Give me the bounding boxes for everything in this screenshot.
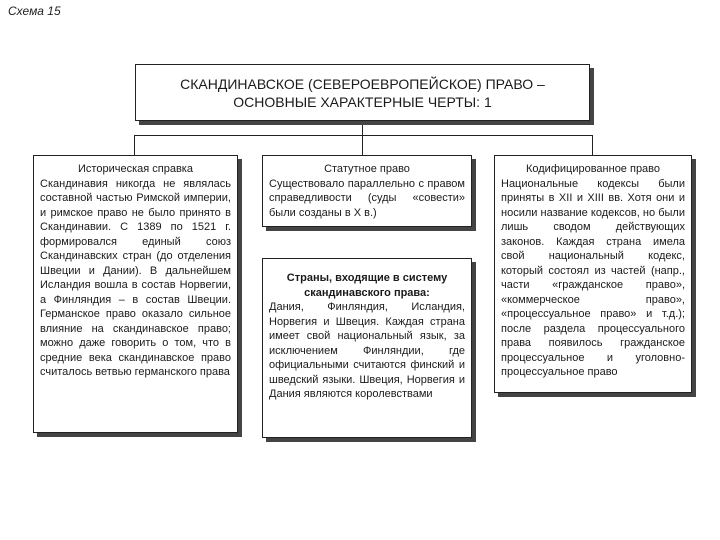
codified-text: Национальные кодексы были приняты в XII и XIII вв. Хотя они и носили название кодексов, но были лишь сводом действующих законов. Каждая страна имела свой национальный кодекс, который состоял из частей (напр., части «гражданское право», «коммерческое право», «процессуальное право» и т.д.); после раздела процессуального права появилось гражданское процессуальное и уголовно-процессуальное право — [501, 177, 685, 378]
title-line-1: СКАНДИНАВСКОЕ (СЕВЕРОЕВРОПЕЙСКОЕ) ПРАВО – — [180, 75, 545, 92]
codified-box — [494, 155, 692, 393]
history-box — [33, 155, 238, 433]
codified-heading: Кодифицированное право — [525, 163, 661, 175]
diagram-title-box — [135, 64, 590, 121]
statute-heading: Статутное право — [324, 163, 410, 175]
countries-heading: Страны, входящие в систему скандинавского права: — [286, 272, 448, 299]
connector-middle — [362, 135, 363, 155]
figure-caption: Схема 15 — [8, 4, 61, 18]
countries-text: Дания, Финляндия, Исландия, Норвегия и Швеция. Каждая страна имеет свой национальный язык, за исключением Финляндии, где официальными считаются финский и шведский языки. Швеция, Норвегия и Дания являются королевствами — [269, 301, 465, 400]
statute-box — [262, 155, 472, 227]
history-heading: Историческая справка — [78, 163, 193, 175]
connector-left — [134, 135, 135, 155]
countries-box — [262, 258, 472, 438]
connector-trunk — [362, 121, 363, 135]
connector-right — [592, 135, 593, 155]
title-line-2: ОСНОВНЫЕ ХАРАКТЕРНЫЕ ЧЕРТЫ: 1 — [233, 93, 492, 110]
statute-text: Существовало параллельно с правом справедливости (суды «совести» были созданы в X в.) — [269, 177, 465, 219]
history-text: Скандинавия никогда не являлась составной частью Римской империи, и римское право не было принято в Скандинавии. С 1389 по 1521 г. формировался единый союз Скандинавских стран (до отделения Швеции и Дании). В дальнейшем Исландия вошла в состав Норвегии, а Финляндия – в состав Швеции. Германское право оказало сильное влияние на скандинавское право; можно даже говорить о том, что в средние века скандинавское право считалось ветвью германского права — [40, 177, 231, 378]
connector-horizontal — [134, 135, 593, 136]
